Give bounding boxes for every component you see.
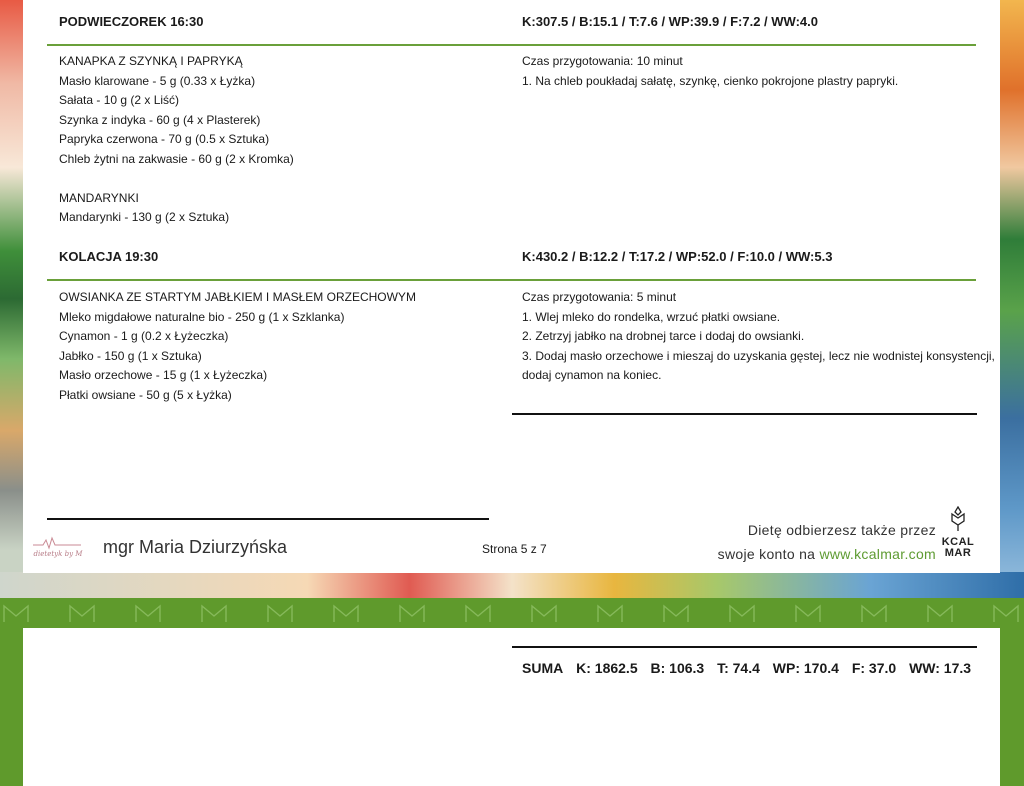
spacer xyxy=(59,169,499,189)
page-number: Strona 5 z 7 xyxy=(482,542,547,556)
summary-fat: T: 74.4 xyxy=(717,660,760,676)
ingredient-item: Jabłko - 150 g (1 x Sztuka) xyxy=(59,348,202,363)
meal-macros: K:307.5 / B:15.1 / T:7.6 / WP:39.9 / F:7.2 / WW:4.0 xyxy=(522,14,818,29)
summary-carbs: WP: 170.4 xyxy=(772,660,839,676)
summary-label: SUMA xyxy=(522,660,564,676)
decorative-food-border-bottom xyxy=(0,572,1024,598)
recipe-title: MANDARYNKI xyxy=(59,190,139,205)
brand-kcal: KCAL xyxy=(941,536,975,548)
ingredient-item: Papryka czerwona - 70 g (0.5 x Sztuka) xyxy=(59,132,270,146)
ingredient-item: Szynka z indyka - 60 g (4 x Plasterek) xyxy=(59,112,261,127)
kcalmar-emblem-icon xyxy=(947,506,969,532)
daily-summary xyxy=(522,660,980,676)
ingredient-item: Sałata - 10 g (2 x Liść) xyxy=(59,93,180,107)
promo-line-2-text: swoje konto na xyxy=(717,546,816,562)
section-divider xyxy=(512,413,977,415)
brand-mar: MAR xyxy=(944,547,972,559)
summary-kcal: K: 1862.5 xyxy=(576,660,638,676)
ingredients-list xyxy=(59,288,499,405)
ingredients-list xyxy=(59,52,499,228)
kcalmar-logo xyxy=(938,506,978,562)
instructions-list xyxy=(522,52,972,91)
meal-header-kolacja xyxy=(47,235,976,281)
ingredient-item: Mleko migdałowe naturalne bio - 250 g (1 x Szklanka) xyxy=(59,309,345,324)
ingredient-item: Cynamon - 1 g (0.2 x Łyżeczka) xyxy=(59,329,229,343)
footer-divider xyxy=(47,518,489,520)
decorative-food-border-right xyxy=(1000,0,1024,598)
summary-page xyxy=(23,628,1000,786)
meal-name: KOLACJA 19:30 xyxy=(59,249,159,264)
ingredient-item: Płatki owsiane - 50 g (5 x Łyżka) xyxy=(59,387,232,402)
promo-text xyxy=(718,518,936,566)
heartbeat-icon xyxy=(33,536,81,550)
ingredient-item: Chleb żytni na zakwasie - 60 g (2 x Kromka) xyxy=(59,151,294,166)
summary-exchange: WW: 17.3 xyxy=(909,660,972,676)
instruction-step: 3. Dodaj masło orzechowe i mieszaj do uzyskania gęstej, lecz nie wodnistej konsystencji, xyxy=(522,348,995,363)
promo-line-2 xyxy=(718,542,936,566)
promo-line-1: Dietę odbierzesz także przez xyxy=(747,522,936,538)
summary-fiber: F: 37.0 xyxy=(851,660,897,676)
recipe-title: KANAPKA Z SZYNKĄ I PAPRYKĄ xyxy=(59,54,243,68)
summary-divider xyxy=(512,646,977,648)
ingredient-item: Mandarynki - 130 g (2 x Sztuka) xyxy=(59,210,230,224)
meal-header-podwieczorek xyxy=(47,0,976,46)
instruction-step: 1. Na chleb poukładaj sałatę, szynkę, cienko pokrojone plastry papryki. xyxy=(522,73,899,88)
instructions-list xyxy=(522,288,995,386)
logo-text: dietetyk by M xyxy=(33,550,83,558)
summary-protein: B: 106.3 xyxy=(650,660,705,676)
m-pattern-icon xyxy=(0,602,1024,626)
meal-macros: K:430.2 / B:12.2 / T:17.2 / WP:52.0 / F:10.0 / WW:5.3 xyxy=(522,249,833,264)
diet-page xyxy=(23,0,1000,573)
prep-time: Czas przygotowania: 5 minut xyxy=(522,290,677,304)
author-name: mgr Maria Dziurzyńska xyxy=(103,537,288,557)
dietitian-logo xyxy=(23,522,93,574)
ingredient-item: Masło klarowane - 5 g (0.33 x Łyżka) xyxy=(59,73,256,88)
instruction-step: 2. Zetrzyj jabłko na drobnej tarce i dodaj do owsianki. xyxy=(522,329,805,343)
prep-time: Czas przygotowania: 10 minut xyxy=(522,54,683,68)
ingredient-item: Masło orzechowe - 15 g (1 x Łyżeczka) xyxy=(59,368,268,382)
recipe-title: OWSIANKA ZE STARTYM JABŁKIEM I MASŁEM ORZECHOWYM xyxy=(59,290,416,304)
instruction-step: 1. Wlej mleko do rondelka, wrzuć płatki owsiane. xyxy=(522,309,781,324)
meal-name: PODWIECZOREK 16:30 xyxy=(59,14,204,29)
kcalmar-link[interactable]: www.kcalmar.com xyxy=(819,546,936,562)
instruction-step: dodaj cynamon na koniec. xyxy=(522,368,662,382)
